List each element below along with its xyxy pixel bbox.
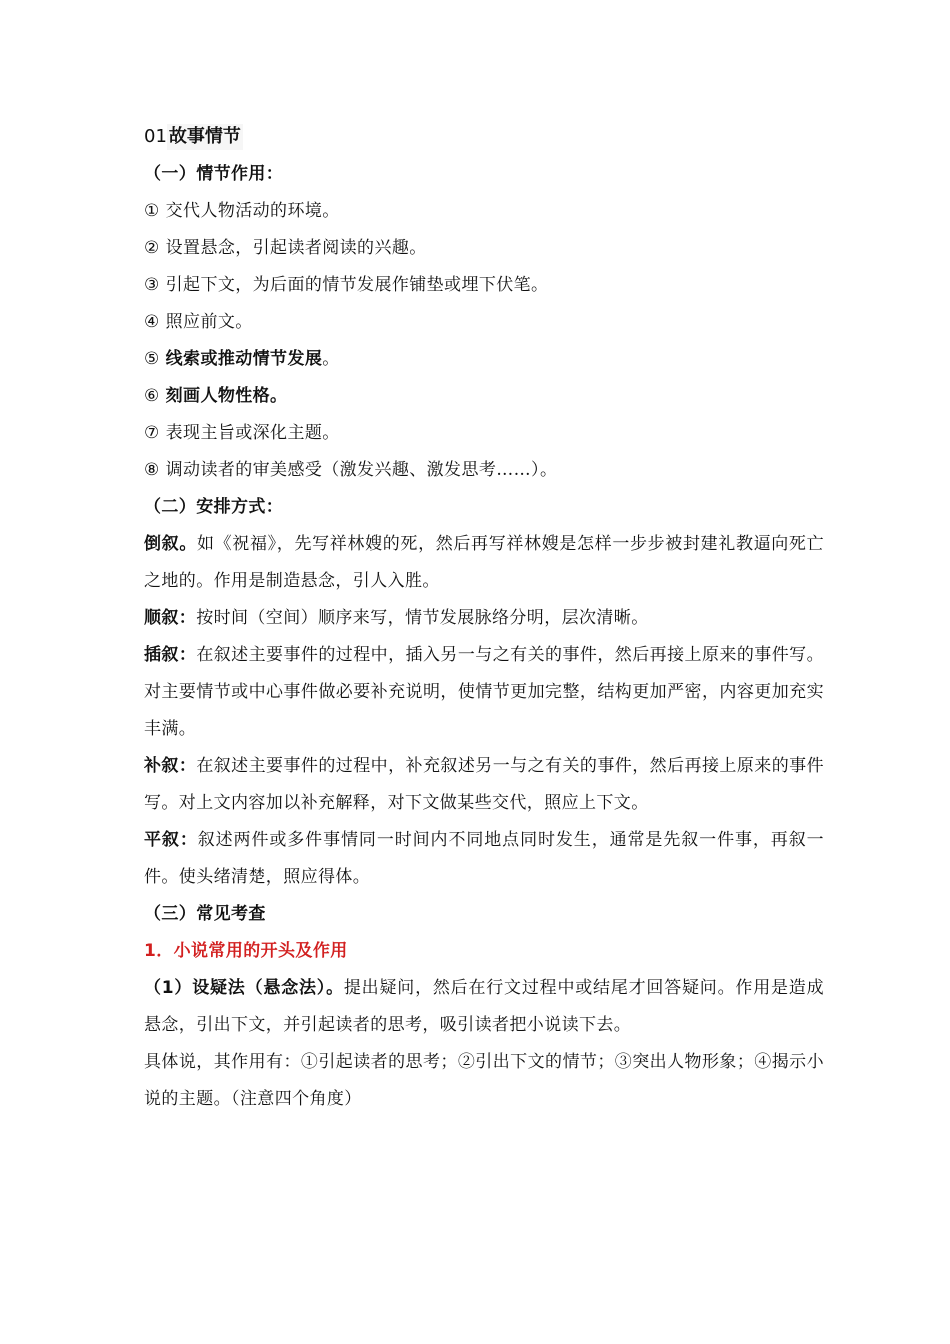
list-item [144, 378, 824, 415]
section-title [144, 122, 824, 152]
item-number: ② [144, 238, 160, 258]
item-text: 引起下文，为后面的情节发展作铺垫或埋下伏笔。 [165, 275, 549, 295]
item-text: 照应前文。 [165, 312, 253, 332]
narration-entry [144, 748, 824, 822]
item-tail: 。 [322, 349, 340, 369]
entry-term: 平叙： [144, 830, 198, 850]
entry-term: 顺叙： [144, 608, 197, 628]
part1-heading: （一）情节作用： [144, 164, 284, 184]
narration-entry [144, 637, 824, 748]
narration-entry [144, 526, 824, 600]
item-text: 调动读者的审美感受（激发兴趣、激发思考……）。 [165, 460, 558, 480]
list-item [144, 452, 824, 489]
item-number: ③ [144, 275, 160, 295]
section-number: 01 [144, 126, 167, 147]
method-label: （1）设疑法（悬念法）。 [144, 978, 344, 998]
item-text: 交代人物活动的环境。 [165, 201, 340, 221]
item-number: ⑧ [144, 460, 160, 480]
section-title-text: 故事情节 [167, 124, 243, 150]
entry-term: 倒叙。 [144, 534, 197, 554]
item-number: ⑥ [144, 386, 160, 406]
item-text: 刻画人物性格。 [165, 386, 288, 406]
method-detail: 具体说，其作用有：①引起读者的思考；②引出下文的情节；③突出人物形象；④揭示小说的主题。（注意四个角度） [144, 1052, 824, 1109]
entry-body: 叙述两件或多件事情同一时间内不同地点同时发生，通常是先叙一件事，再叙一件。使头绪清楚，照应得体。 [144, 830, 825, 887]
part2-heading: （二）安排方式： [144, 497, 284, 517]
entry-body: 按时间（空间）顺序来写，情节发展脉络分明，层次清晰。 [196, 608, 649, 628]
method-body: 提出疑问，然后在行文过程中或结尾才回答疑问。作用是造成悬念，引出下文，并引起读者的思考，吸引读者把小说读下去。 [144, 978, 824, 1035]
item-text: 设置悬念，引起读者阅读的兴趣。 [165, 238, 427, 258]
list-item [144, 415, 824, 452]
item-text: 线索或推动情节发展 [165, 349, 323, 369]
list-item [144, 230, 824, 267]
part3-heading: （三）常见考查 [144, 904, 266, 924]
list-item [144, 193, 824, 230]
item-number: ⑤ [144, 349, 160, 369]
item-text: 表现主旨或深化主题。 [165, 423, 340, 443]
item-number: ① [144, 201, 160, 221]
method-paragraph [144, 970, 824, 1044]
narration-entry [144, 600, 824, 637]
list-item [144, 304, 824, 341]
item-number: ⑦ [144, 423, 160, 443]
list-item [144, 341, 824, 378]
entry-body: 在叙述主要事件的过程中，插入另一与之有关的事件，然后再接上原来的事件写。对主要情节或中心事件做必要补充说明，使情节更加完整，结构更加严密，内容更加充实丰满。 [144, 645, 824, 739]
document-page [144, 122, 824, 1118]
entry-body: 在叙述主要事件的过程中，补充叙述另一与之有关的事件，然后再接上原来的事件写。对上文内容加以补充解释，对下文做某些交代，照应上下文。 [144, 756, 824, 813]
narration-entry [144, 822, 824, 896]
list-item [144, 267, 824, 304]
subsection-title: 1．小说常用的开头及作用 [144, 941, 348, 961]
entry-body: 如《祝福》，先写祥林嫂的死，然后再写祥林嫂是怎样一步步被封建礼教逼向死亡之地的。作用是制造悬念，引人入胜。 [144, 534, 824, 591]
entry-term: 插叙： [144, 645, 197, 665]
entry-term: 补叙： [144, 756, 197, 776]
item-number: ④ [144, 312, 160, 332]
